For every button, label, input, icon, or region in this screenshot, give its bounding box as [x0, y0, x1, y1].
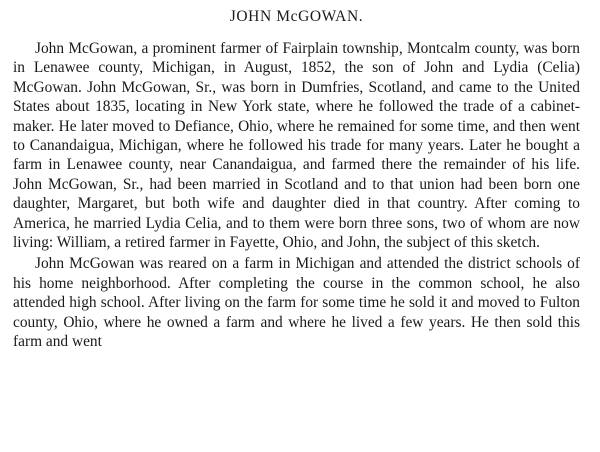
page-title: JOHN McGOWAN.: [229, 8, 364, 25]
paragraph-1: John McGowan, a prominent farmer of Fairplain township, Montcalm county, was born in Lenawee county, Michigan, in August, 1852, the son of John and Lydia (Celia) McGowan. John McGowan, Sr., was born in Dumfries, Scotland, and came to the United States about 1835, locating in New York state, where he followed the trade of a cabinet-maker. He later moved to Defiance, Ohio, where he remained for some time, and then went to Canandaigua, Michigan, where he followed his trade for many years. Later he bought a farm in Lenawee county, near Canandaigua, and farmed there the remainder of his life. John McGowan, Sr., had been married in Scotland and to that union had been born one daughter, Margaret, but both wife and daughter died in that country. After coming to America, he married Lydia Celia, and to them were born three sons, two of whom are now living: William, a retired farmer in Fayette, Ohio, and John, the subject of this sketch.: [13, 40, 580, 252]
paragraph-2: John McGowan was reared on a farm in Michigan and attended the district schools of his home neighborhood. After completing the course in the common school, he also attended high school. After living on the farm for some time he sold it and moved to Fulton county, Ohio, where he owned a farm and where he lived a few years. He then sold this farm and went: [13, 255, 580, 351]
